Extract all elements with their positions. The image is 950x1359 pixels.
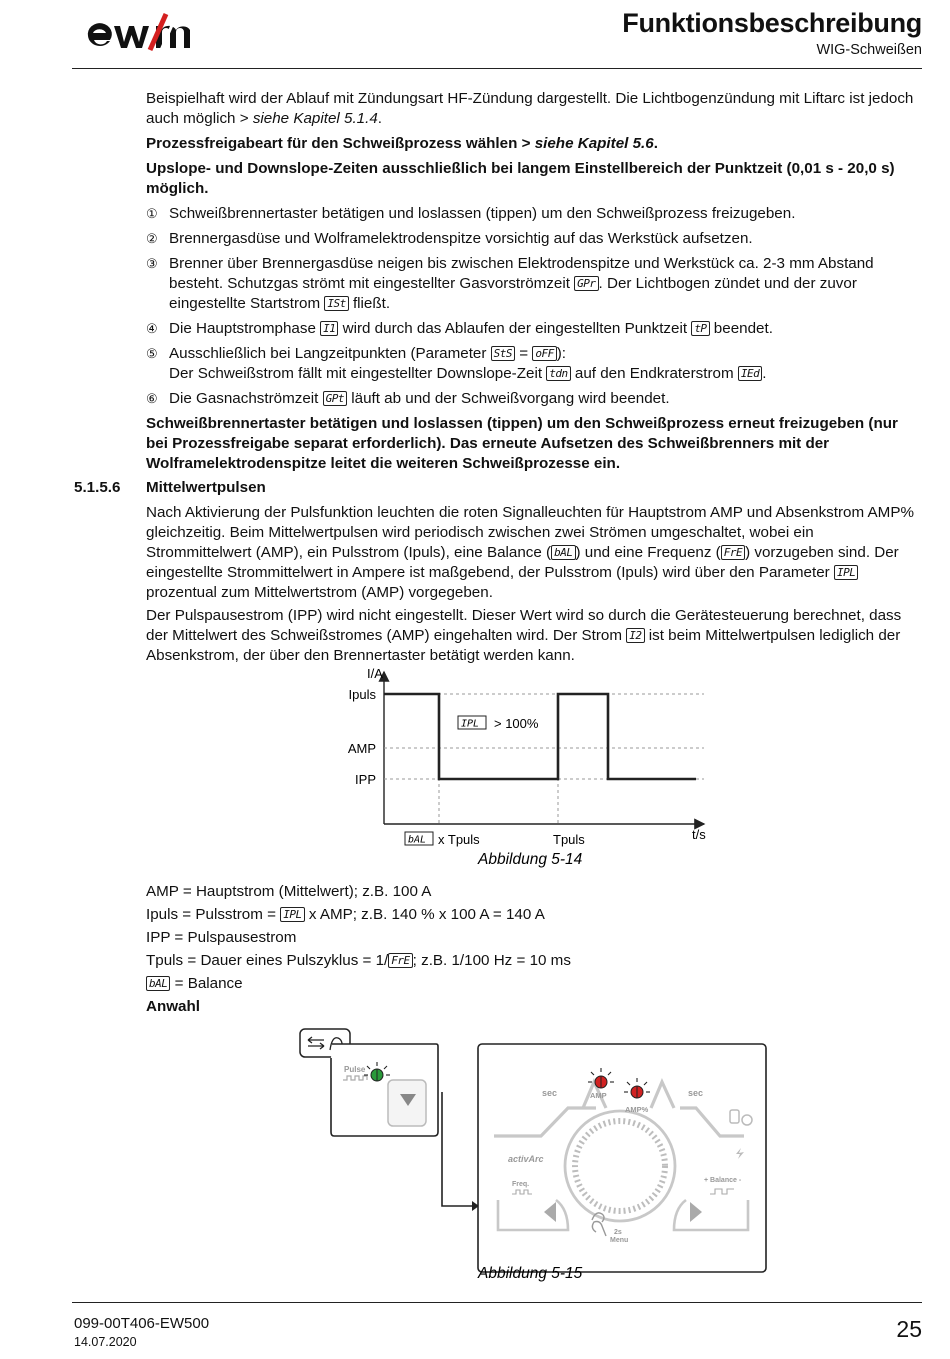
lcd-balance: bAL [551,545,575,560]
lcd-downslope-time: tdn [546,366,570,381]
page-number: 25 [896,1316,922,1342]
activarc-label: activArc [508,1154,544,1164]
footer-divider [72,1302,922,1303]
section-body [146,503,916,669]
lcd-gas-postflow: GPt [323,391,347,406]
menu-2s-label: 2s [614,1229,622,1236]
amp-label: AMP [590,1091,607,1100]
lcd-main-current: I1 [320,321,338,336]
lcd-frequency: FrE [721,545,745,560]
step-number: ② [146,231,158,246]
menu-label: Menu [610,1237,629,1244]
lcd-pulse-current: IPL [280,907,304,922]
step-6: ⑥ Die Gasnachströmzeit GPt läuft ab und der Schweißvorgang wird beendet. [146,390,670,407]
step-4: ④ Die Hauptstromphase I1 wird durch das Ablaufen der eingestellten Punktzeit tP beendet. [146,320,773,337]
definition-ipuls: Ipuls = Pulsstrom = IPL x AMP; z.B. 140 % x 100 A = 140 A [146,906,545,923]
step-5: ⑤ Ausschließlich bei Langzeitpunkten (Parameter StS = oFF ): Der Schweißstrom fällt mit eingestellter Downslope-Zeit tdn auf den Endkraterstrom IEd . [146,345,767,382]
step-number: ④ [146,321,158,336]
intro-paragraph-1: Beispielhaft wird der Ablauf mit Zündungsart HF-Zündung dargestellt. Die Lichtbogenzündung mit Liftarc ist jedoch auch möglich > siehe Kapitel 5.1.4. [146,90,914,127]
x-axis-label: t/s [692,827,706,842]
header-subtitle: WIG-Schweißen [816,42,922,58]
level-label-amp: AMP [347,741,376,756]
amp-percent-label: AMP% [625,1105,649,1114]
process-description [146,89,916,479]
step-2: ② Brennergasdüse und Wolframelektrodenspitze vorsichtig auf das Werkstück aufsetzen. [146,230,753,247]
definition-balance: bAL = Balance [146,972,746,995]
section-number: 5.1.5.6 [74,479,121,496]
header-title: Funktionsbeschreibung [622,8,922,38]
x-mark-period: Tpuls [553,832,585,847]
definition-ipp: IPP = Pulspausestrom [146,929,297,946]
step-1: ① Schweißbrennertaster betätigen und loslassen (tippen) um den Schweißprozess freizugeben. [146,205,796,222]
control-panel-illustration [296,1024,776,1284]
pulse-symbol-icon [343,1076,367,1080]
header-divider [72,68,922,69]
lcd-frequency: FrE [388,953,412,968]
selection-heading: Anwahl [146,998,201,1015]
pulse-waveform [384,694,696,779]
definitions-list [146,880,746,1018]
figure-caption-5-14: Abbildung 5-14 [478,851,583,868]
x-mark-balance: x Tpuls [438,832,480,847]
definition-amp: AMP = Hauptstrom (Mittelwert); z.B. 100 A [146,883,432,900]
section-title: Mittelwertpulsen [146,479,266,496]
diagram-annotation: > 100% [494,716,539,731]
intro-paragraph-3: Upslope- und Downslope-Zeiten ausschließlich bei langem Einstellbereich der Punktzeit (0,01 s - 20,0 s) möglich. [146,160,895,197]
lcd-gas-preflow: GPr [574,276,598,291]
definition-tpuls: Tpuls = Dauer eines Pulszyklus = 1/ FrE ; z.B. 1/100 Hz = 10 ms [146,952,571,969]
y-axis-label: I/A [367,666,383,681]
lcd-pulse-current: IPL [834,565,858,580]
document-number: 099-00T406-EW500 [74,1315,210,1332]
level-label-ipuls: Ipuls [348,687,376,702]
freq-label: Freq. [512,1181,530,1188]
step-number: ⑤ [146,346,158,361]
pulse-diagram [340,662,740,870]
ewm-logo [84,12,212,52]
chapter-reference[interactable]: siehe Kapitel 5.1.4 [252,110,378,127]
step-number: ⑥ [146,391,158,406]
figure-caption-5-15: Abbildung 5-15 [478,1265,583,1282]
section-paragraph-1: Nach Aktivierung der Pulsfunktion leuchten die roten Signalleuchten für Hauptstrom AMP und Absenkstrom AMP% gleichzeitig. Beim Mittelwertpulsen wird periodisch zwischen zwei Strömen umgeschaltet, wobei ein Strommittelwert (AMP), ein Pulsstrom (Ipuls), eine Balance ( bAL ) und eine Frequenz ( FrE ) vorzugeben sind. Der eingestellte Strommittelwert in Ampere ist maßgebend, der Pulsstrom (Ipuls) wird über den Parameter IPL prozentual zum Mittelwertstrom (AMP) vorgegeben. [146,504,914,601]
lcd-ipl-diagram: IPL [461,718,480,730]
lcd-bal-diagram: bAL [408,834,427,846]
lcd-off: oFF [532,346,556,361]
section-paragraph-2: Der Pulspausestrom (IPP) wird nicht eingestellt. Dieser Wert wird so durch die Gerätesteuerung berechnet, dass der Mittelwert des Schweißstromes (AMP) eingehalten wird. Der Strom I2 ist beim Mittelwertpulsen lediglich der Absenkstrom, der über den Brennertaster betätigt werden kann. [146,607,902,664]
step-number: ① [146,206,158,221]
connector-line [442,1092,474,1206]
step-number: ③ [146,256,158,271]
sec-label-right: sec [688,1088,704,1098]
intro-paragraph-2: Prozessfreigabeart für den Schweißprozess wählen > siehe Kapitel 5.6. [146,135,658,152]
lcd-start-current: ISt [324,296,348,311]
lcd-parameter-sts: StS [491,346,515,361]
lcd-end-crater-current: IEd [738,366,762,381]
balance-label: + Balance - [704,1177,742,1184]
chapter-reference[interactable]: siehe Kapitel 5.6 [534,135,654,152]
lcd-balance: bAL [146,976,170,991]
sec-label-left: sec [542,1088,558,1098]
pulse-label: Pulse [344,1065,366,1074]
lcd-spot-time: tP [691,321,709,336]
level-label-ipp: IPP [355,772,376,787]
closing-paragraph: Schweißbrennertaster betätigen und loslassen (tippen) um den Schweißprozess erneut freizugeben (nur bei Prozessfreigabe separat erforderlich). Das erneute Aufsetzen des Schweißbrenners mit der Wolframelektrodenspitze leitet die weiteren Schweißprozesse ein. [146,415,898,472]
lcd-reduced-current: I2 [626,628,644,643]
step-3: ③ Brenner über Brennergasdüse neigen bis zwischen Elektrodenspitze und Werkstück ca. 2-3 mm Abstand besteht. Schutzgas strömt mit eingestellter Gasvorströmzeit GPr . Der Lichtbogen zündet und der zuvor eingestellte Startstrom ISt fließt. [146,255,874,312]
document-date: 14.07.2020 [74,1335,137,1349]
